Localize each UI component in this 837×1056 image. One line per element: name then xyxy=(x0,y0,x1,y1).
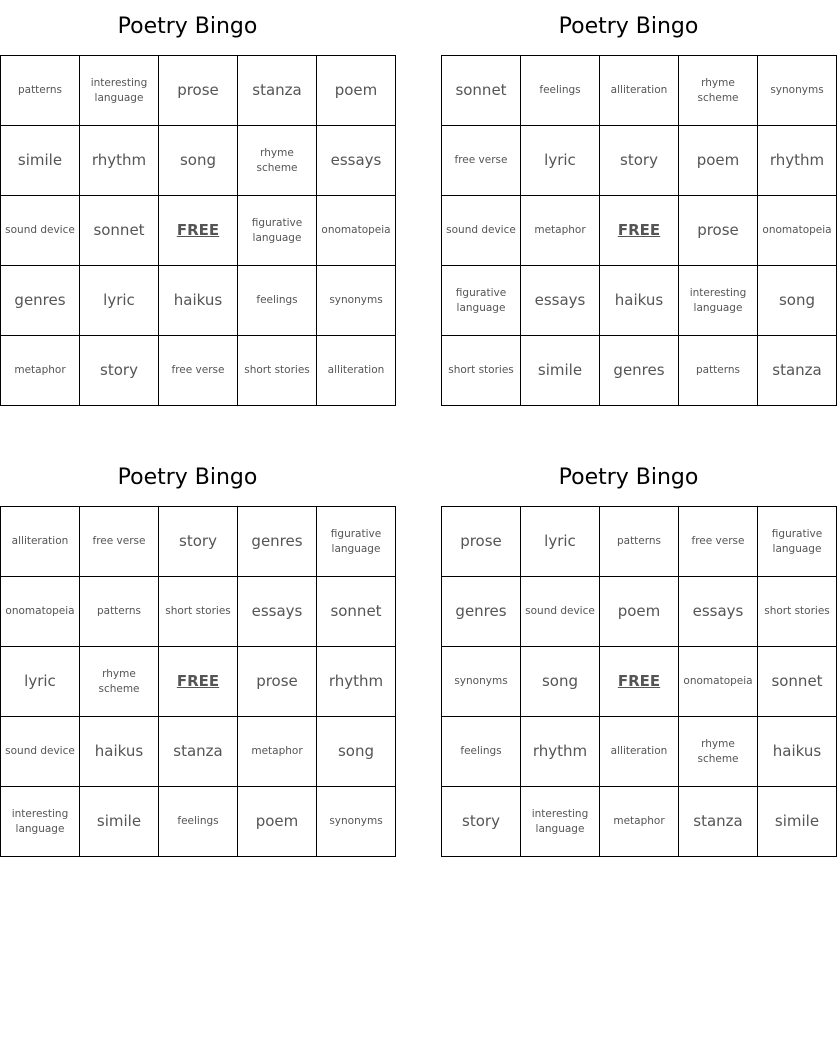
grid-row xyxy=(1,196,396,266)
bingo-cell: stanza xyxy=(679,787,758,857)
bingo-cell: haikus xyxy=(758,717,837,787)
bingo-grid xyxy=(441,506,837,857)
free-space-cell: FREE xyxy=(159,647,238,717)
bingo-cell: patterns xyxy=(80,577,159,647)
bingo-cell: sonnet xyxy=(442,56,521,126)
bingo-cell: song xyxy=(317,717,396,787)
card-title: Poetry Bingo xyxy=(558,465,699,490)
bingo-cell: poem xyxy=(317,56,396,126)
bingo-cell: feelings xyxy=(442,717,521,787)
grid-row xyxy=(1,787,396,857)
bingo-cell: metaphor xyxy=(238,717,317,787)
bingo-cell: poem xyxy=(238,787,317,857)
bingo-cell: song xyxy=(159,126,238,196)
bingo-cell: figurative language xyxy=(442,266,521,336)
bingo-cell: sound device xyxy=(521,577,600,647)
bingo-cell: lyric xyxy=(521,126,600,196)
bingo-cell: sound device xyxy=(1,196,80,266)
grid-row xyxy=(1,56,396,126)
bingo-cell: interesting language xyxy=(521,787,600,857)
bingo-cell: onomatopeia xyxy=(1,577,80,647)
bingo-cell: figurative language xyxy=(238,196,317,266)
bingo-cell: rhyme scheme xyxy=(679,717,758,787)
bingo-cell: metaphor xyxy=(1,336,80,406)
bingo-cell: onomatopeia xyxy=(758,196,837,266)
grid-row xyxy=(1,717,396,787)
card-title: Poetry Bingo xyxy=(117,465,258,490)
bingo-cell: simile xyxy=(521,336,600,406)
bingo-cell: prose xyxy=(159,56,238,126)
bingo-grid xyxy=(0,55,396,406)
card-title: Poetry Bingo xyxy=(117,14,258,39)
grid-row xyxy=(1,126,396,196)
bingo-cell: rhyme scheme xyxy=(679,56,758,126)
bingo-cell: sound device xyxy=(1,717,80,787)
bingo-cell: essays xyxy=(521,266,600,336)
grid-row xyxy=(442,56,837,126)
bingo-cell: sonnet xyxy=(758,647,837,717)
grid-row xyxy=(442,647,837,717)
grid-row xyxy=(442,196,837,266)
bingo-cell: synonyms xyxy=(317,787,396,857)
bingo-cell: genres xyxy=(1,266,80,336)
bingo-cell: feelings xyxy=(159,787,238,857)
grid-row xyxy=(442,507,837,577)
bingo-cell: genres xyxy=(600,336,679,406)
bingo-cell: song xyxy=(758,266,837,336)
bingo-cell: metaphor xyxy=(521,196,600,266)
bingo-cell: simile xyxy=(80,787,159,857)
grid-row xyxy=(442,787,837,857)
bingo-cell: short stories xyxy=(442,336,521,406)
bingo-cell: prose xyxy=(442,507,521,577)
bingo-cell: lyric xyxy=(1,647,80,717)
bingo-cell: free verse xyxy=(442,126,521,196)
bingo-cell: feelings xyxy=(521,56,600,126)
bingo-cell: metaphor xyxy=(600,787,679,857)
grid-row xyxy=(1,336,396,406)
bingo-cell: alliteration xyxy=(317,336,396,406)
free-space-cell: FREE xyxy=(159,196,238,266)
bingo-cell: lyric xyxy=(80,266,159,336)
card-title: Poetry Bingo xyxy=(558,14,699,39)
bingo-cell: story xyxy=(600,126,679,196)
grid-row xyxy=(1,577,396,647)
bingo-cell: prose xyxy=(238,647,317,717)
bingo-cell: song xyxy=(521,647,600,717)
bingo-cell: rhythm xyxy=(80,126,159,196)
free-space-cell: FREE xyxy=(600,647,679,717)
bingo-cell: prose xyxy=(679,196,758,266)
grid-row xyxy=(1,647,396,717)
bingo-cell: interesting language xyxy=(80,56,159,126)
bingo-cell: sonnet xyxy=(317,577,396,647)
bingo-cell: simile xyxy=(1,126,80,196)
bingo-cell: patterns xyxy=(1,56,80,126)
bingo-cell: alliteration xyxy=(600,56,679,126)
bingo-cell: short stories xyxy=(758,577,837,647)
bingo-cell: free verse xyxy=(679,507,758,577)
bingo-cell: story xyxy=(80,336,159,406)
bingo-cell: free verse xyxy=(159,336,238,406)
bingo-cell: sonnet xyxy=(80,196,159,266)
bingo-grid xyxy=(0,506,396,857)
grid-row xyxy=(1,507,396,577)
bingo-cell: synonyms xyxy=(442,647,521,717)
bingo-cell: figurative language xyxy=(317,507,396,577)
bingo-cell: interesting language xyxy=(679,266,758,336)
grid-row xyxy=(442,266,837,336)
bingo-cell: stanza xyxy=(758,336,837,406)
bingo-cell: figurative language xyxy=(758,507,837,577)
bingo-cell: short stories xyxy=(238,336,317,406)
bingo-cell: story xyxy=(159,507,238,577)
bingo-cell: rhyme scheme xyxy=(238,126,317,196)
bingo-cell: essays xyxy=(238,577,317,647)
bingo-cell: genres xyxy=(442,577,521,647)
bingo-cell: haikus xyxy=(80,717,159,787)
bingo-cell: sound device xyxy=(442,196,521,266)
bingo-cell: rhythm xyxy=(317,647,396,717)
bingo-cell: stanza xyxy=(238,56,317,126)
bingo-cell: free verse xyxy=(80,507,159,577)
bingo-cell: patterns xyxy=(679,336,758,406)
bingo-cell: stanza xyxy=(159,717,238,787)
bingo-cell: haikus xyxy=(159,266,238,336)
bingo-cell: short stories xyxy=(159,577,238,647)
grid-row xyxy=(442,126,837,196)
grid-row xyxy=(1,266,396,336)
bingo-cell: synonyms xyxy=(758,56,837,126)
bingo-cell: haikus xyxy=(600,266,679,336)
bingo-cell: interesting language xyxy=(1,787,80,857)
bingo-cell: feelings xyxy=(238,266,317,336)
bingo-cell: alliteration xyxy=(1,507,80,577)
grid-row xyxy=(442,717,837,787)
free-space-cell: FREE xyxy=(600,196,679,266)
grid-row xyxy=(442,577,837,647)
bingo-cell: poem xyxy=(679,126,758,196)
bingo-cell: rhythm xyxy=(521,717,600,787)
bingo-cell: onomatopeia xyxy=(317,196,396,266)
bingo-cell: story xyxy=(442,787,521,857)
bingo-cell: patterns xyxy=(600,507,679,577)
bingo-cell: rhyme scheme xyxy=(80,647,159,717)
bingo-cell: lyric xyxy=(521,507,600,577)
bingo-cell: synonyms xyxy=(317,266,396,336)
bingo-grid xyxy=(441,55,837,406)
bingo-cell: simile xyxy=(758,787,837,857)
bingo-cell: essays xyxy=(679,577,758,647)
bingo-cell: genres xyxy=(238,507,317,577)
bingo-cell: essays xyxy=(317,126,396,196)
grid-row xyxy=(442,336,837,406)
bingo-cell: rhythm xyxy=(758,126,837,196)
bingo-cell: poem xyxy=(600,577,679,647)
bingo-cell: onomatopeia xyxy=(679,647,758,717)
bingo-cell: alliteration xyxy=(600,717,679,787)
